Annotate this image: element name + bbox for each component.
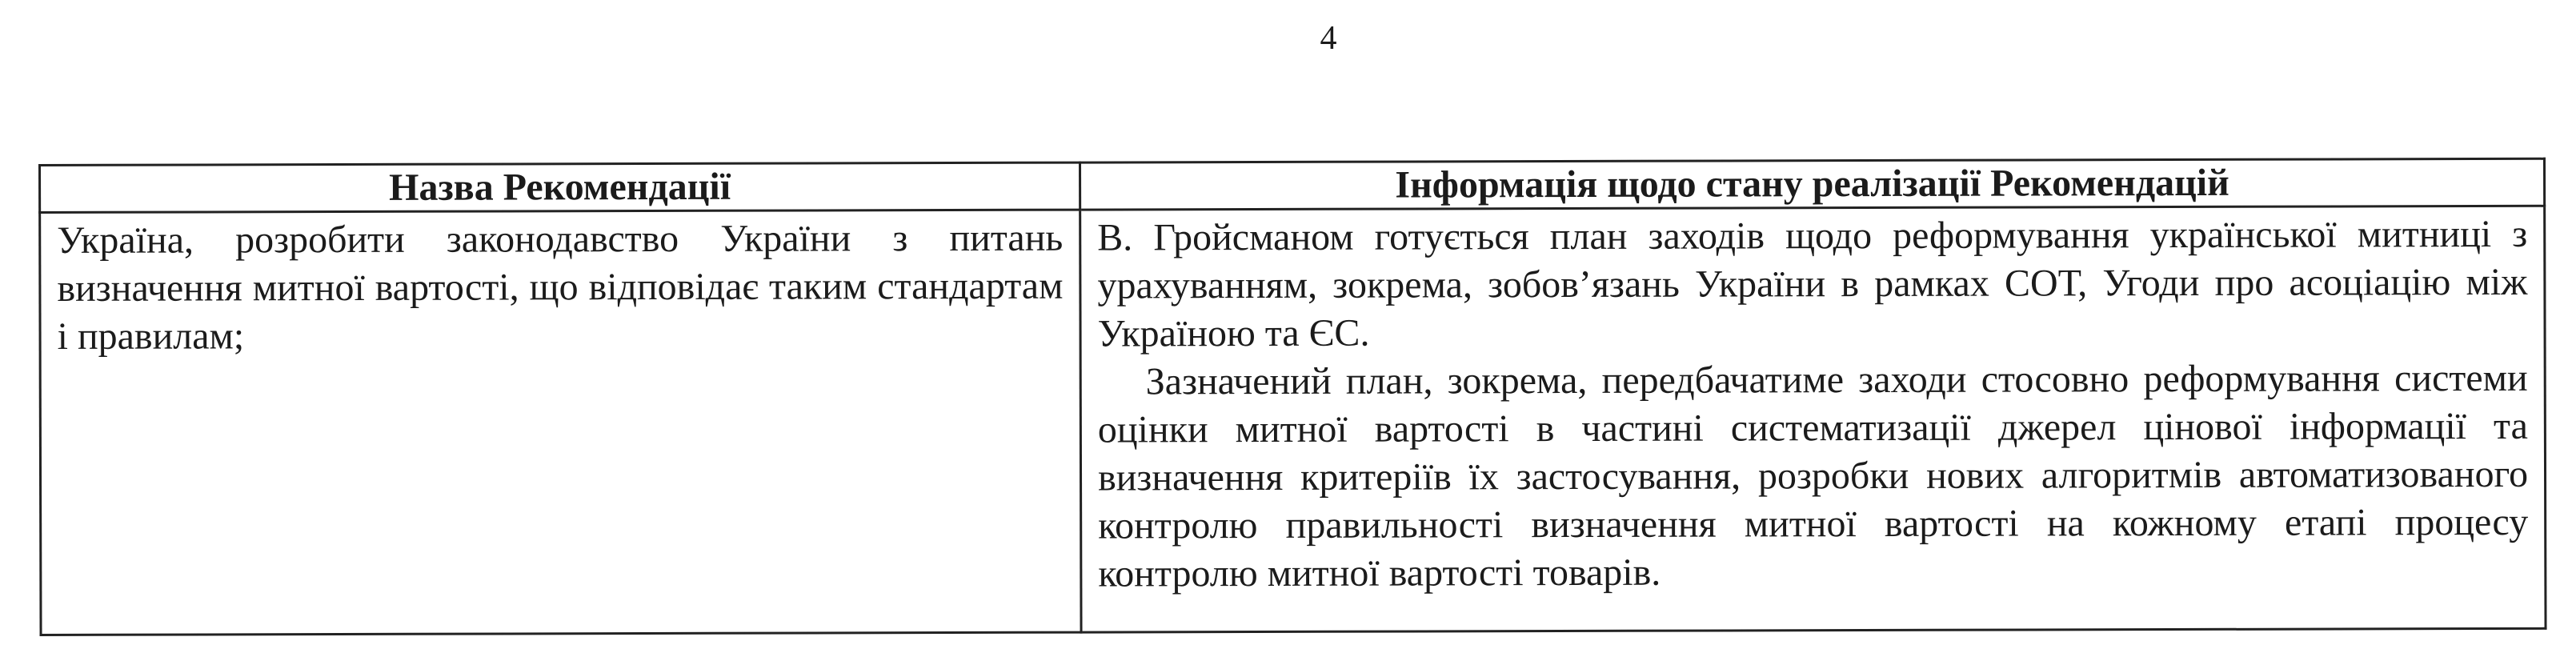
page-number: 4 bbox=[1320, 20, 1337, 57]
table-row bbox=[40, 206, 2546, 635]
recommendations-table bbox=[38, 158, 2547, 636]
status-cell bbox=[1080, 206, 2546, 632]
header-implementation-status: Інформація щодо стану реалізації Рекомендацій bbox=[1080, 158, 2544, 210]
status-paragraph-2: Зазначений план, зокрема, передбачатиме заходи стосовно реформування системи оцінки митної вартості в частині систематизації джерел цінової інформації та визначення критеріїв їх застосування, розробки нових алгоритмів автоматизованого контролю правильності визначення митної вартості на кожному етапі процесу контролю митної вартості товарів. bbox=[1097, 356, 2529, 595]
recommendation-text: Україна, розробити законодавство України з питань визначення митної вартості, що відповідає таким стандартам і правилам; bbox=[57, 216, 1064, 358]
status-paragraph-1: В. Гройсманом готується план заходів щодо реформування української митниці з урахуванням, зокрема, зобов’язань України в рамках СОТ, Угоди про асоціацію між Україною та ЄС. bbox=[1097, 212, 2528, 355]
table-header-row bbox=[40, 158, 2545, 212]
header-recommendation-name: Назва Рекомендації bbox=[40, 162, 1080, 212]
recommendation-cell bbox=[40, 210, 1081, 635]
